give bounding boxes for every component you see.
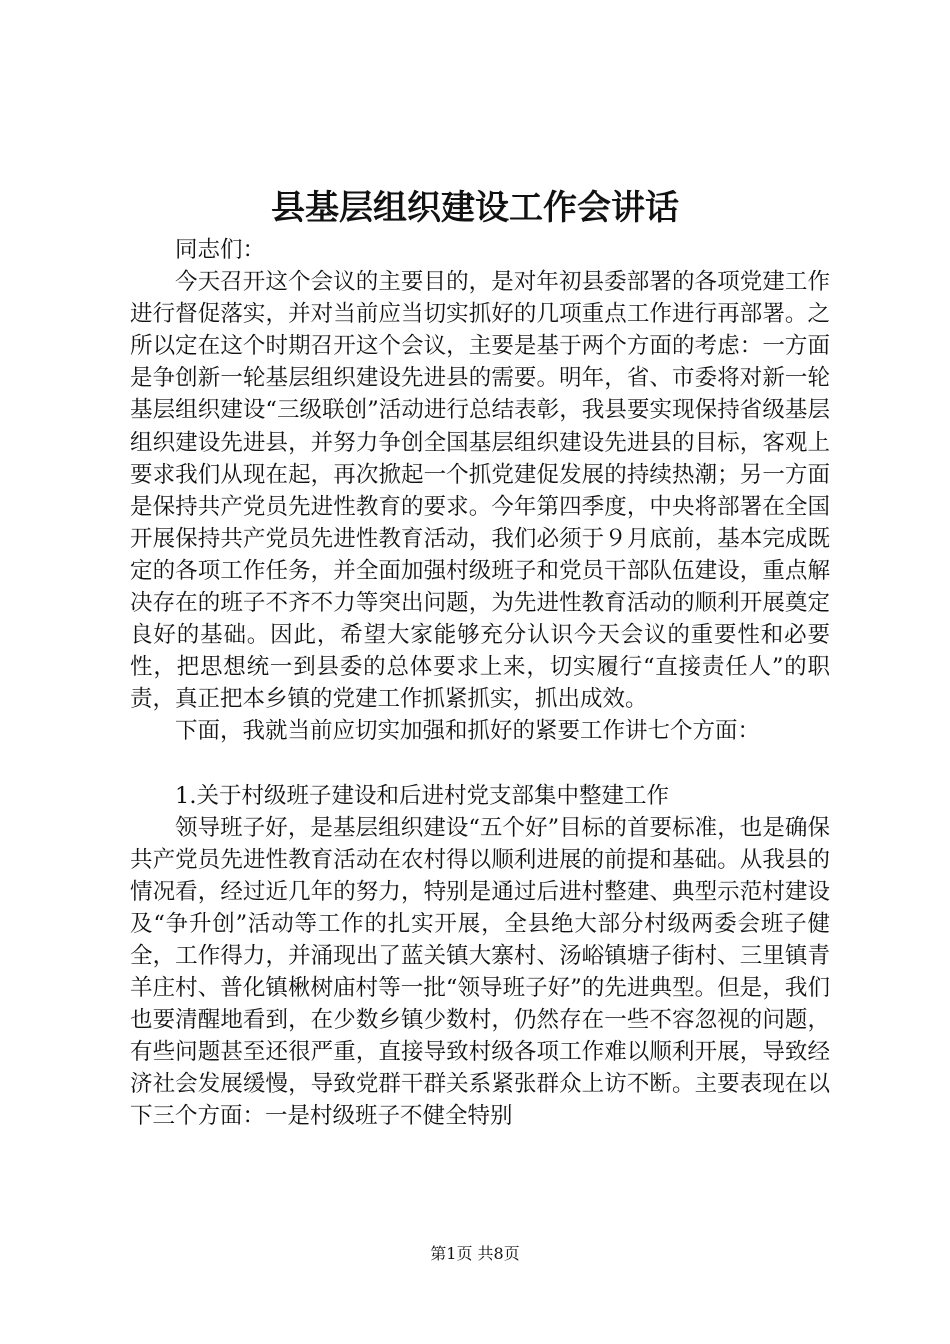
paragraph-intro: 今天召开这个会议的主要目的，是对年初县委部署的各项党建工作进行督促落实，并对当前应当切实抓好的几项重点工作进行再部署。之所以定在这个时期召开这个会议，主要是基于两个方面的考虑：一方面是争创新一轮基层组织建设先进县的需要。明年，省、市委将对新一轮基层组织建设“三级联创”活动进行总结表彰，我县要实现保持省级基层组织建设先进县，并努力争创全国基层组织建设先进县的目标，客观上要求我们从现在起，再次掀起一个抓党建促发展的持续热潮；另一方面是保持共产党员先进性教育的要求。今年第四季度，中央将部署在全国开展保持共产党员先进性教育活动，我们必须于９月底前，基本完成既定的各项工作任务，并全面加强村级班子和党员干部队伍建设，重点解决存在的班子不齐不力等突出问题，为先进性教育活动的顺利开展奠定良好的基础。因此，希望大家能够充分认识今天会议的重要性和必要性，把思想统一到县委的总体要求上来，切实履行“直接责任人”的职责，真正把本乡镇的党建工作抓紧抓实，抓出成效。: [130, 269, 830, 713]
document-title: 县基层组织建设工作会讲话: [271, 188, 679, 228]
section-heading: 1.关于村级班子建设和后进村党支部集中整建工作: [175, 782, 669, 809]
paragraph-outline: 下面，我就当前应切实加强和抓好的紧要工作讲七个方面：: [175, 718, 761, 745]
paragraph-section-1: 领导班子好，是基层组织建设“五个好”目标的首要标准，也是确保共产党员先进性教育活动在农村得以顺利进展的前提和基础。从我县的情况看，经过近几年的努力，特别是通过后进村整建、典型示范村建设及“争升创”活动等工作的扎实开展，全县绝大部分村级两委会班子健全，工作得力，并涌现出了蓝关镇大寨村、汤峪镇塘子街村、三里镇青羊庄村、普化镇楸树庙村等一批“领导班子好”的先进典型。但是，我们也要清醒地看到，在少数乡镇少数村，仍然存在一些不容忽视的问题，有些问题甚至还很严重，直接导致村级各项工作难以顺利开展，导致经济社会发展缓慢，导致党群干群关系紧张群众上访不断。主要表现在以下三个方面：一是村级班子不健全特别: [130, 814, 830, 1130]
page-footer: 第1页 共8页: [430, 1244, 520, 1263]
document-body: [130, 234, 830, 1133]
salutation: 同志们：: [175, 237, 266, 263]
